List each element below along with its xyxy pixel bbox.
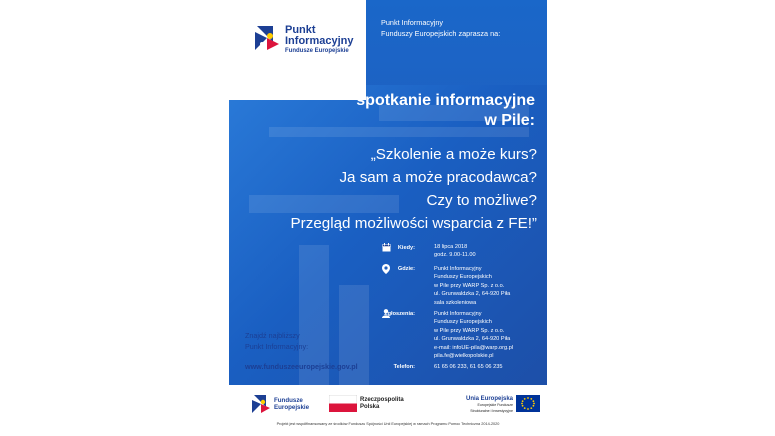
signup-line: Funduszy Europejskich	[434, 319, 492, 326]
poster	[229, 0, 547, 436]
eu-line2: Europejskie Fundusze	[477, 403, 513, 407]
phone-label: Telefon:	[393, 364, 415, 370]
event-title-quote	[229, 143, 537, 235]
logo-area	[229, 0, 366, 100]
signup-value	[434, 310, 544, 360]
quote-line3: Czy to możliwe?	[426, 192, 537, 209]
signup-line: e-mail: infoUE-pila@warp.org.pl	[434, 344, 514, 351]
heading-line1: spotkanie informacyjne	[356, 92, 535, 109]
where-line: Punkt Informacyjny	[434, 266, 482, 272]
rp-line2: Polska	[360, 404, 380, 410]
rp-logo-text	[360, 397, 404, 411]
where-line: w Pile przy WARP Sp. z o.o.	[434, 282, 505, 289]
punkt-informacyjny-logo-icon	[253, 24, 281, 52]
where-line: ul. Grunwaldzka 2, 64-920 Piła	[434, 291, 511, 298]
fe-logo-text	[274, 397, 309, 411]
heading-line2: w Pile:	[484, 112, 535, 129]
when-time: godz. 9.00-11.00	[434, 252, 476, 259]
rp-line1: Rzeczpospolita	[360, 397, 404, 403]
signup-label: Zgłoszenia:	[384, 311, 415, 317]
where-line: Funduszy Europejskich	[434, 274, 492, 281]
invite-line1: Punkt Informacyjny	[381, 18, 444, 27]
quote-line1: „Szkolenie a może kurs?	[370, 146, 537, 163]
where-line: sala szkoleniowa	[434, 299, 477, 306]
signup-line: pila.fe@wielkopolskie.pl	[434, 353, 494, 360]
website-link[interactable]: www.funduszeeuropejskie.gov.pl	[245, 362, 358, 371]
when-date: 18 lipca 2018	[434, 244, 468, 250]
quote-line4: Przegląd możliwości wsparcia z FE!”	[290, 215, 537, 232]
fe-line1: Fundusze	[274, 397, 303, 404]
quote-line2: Ja sam a może pracodawca?	[339, 169, 537, 186]
event-heading	[229, 91, 535, 131]
logo-title	[285, 25, 365, 47]
where-label: Gdzie:	[397, 266, 415, 272]
phone-value: 61 65 06 233, 61 65 06 235	[434, 364, 503, 370]
fe-line2: Europejskie	[274, 404, 310, 411]
when-label: Kiedy:	[397, 245, 415, 251]
funding-footnote: Projekt jest współfinansowany ze środków Funduszu Spójności Unii Europejskiej w ramach Programu Pomoc Techniczna 2014-2020	[276, 422, 500, 426]
signup-line: ul. Grunwaldzka 2, 64-920 Piła	[434, 336, 511, 343]
find-line1: Znajdź najbliższy	[245, 331, 300, 340]
eu-line3: Strukturalne i Inwestycyjne	[470, 408, 513, 413]
logo-title-line1: Punkt	[285, 24, 316, 36]
polish-flag-icon	[329, 395, 357, 412]
eu-line1: Unia Europejska	[465, 396, 513, 402]
logo-title-line2: Informacyjny	[285, 35, 354, 47]
when-value	[434, 243, 544, 260]
fundusze-europejskie-logo-icon	[251, 394, 271, 414]
find-nearest-text	[245, 331, 308, 352]
invite-line2: Funduszy Europejskich zaprasza na:	[381, 29, 501, 38]
find-line2: Punkt Informacyjny:	[245, 341, 309, 351]
logo-subtitle: Fundusze Europejskie	[285, 48, 349, 54]
eu-flag-icon	[516, 395, 540, 412]
eu-logo-text	[453, 395, 513, 414]
invite-text	[381, 17, 551, 39]
where-value	[434, 265, 544, 307]
signup-line: Punkt Informacyjny	[434, 311, 482, 317]
signup-line: w Pile przy WARP Sp. z o.o.	[434, 327, 505, 334]
